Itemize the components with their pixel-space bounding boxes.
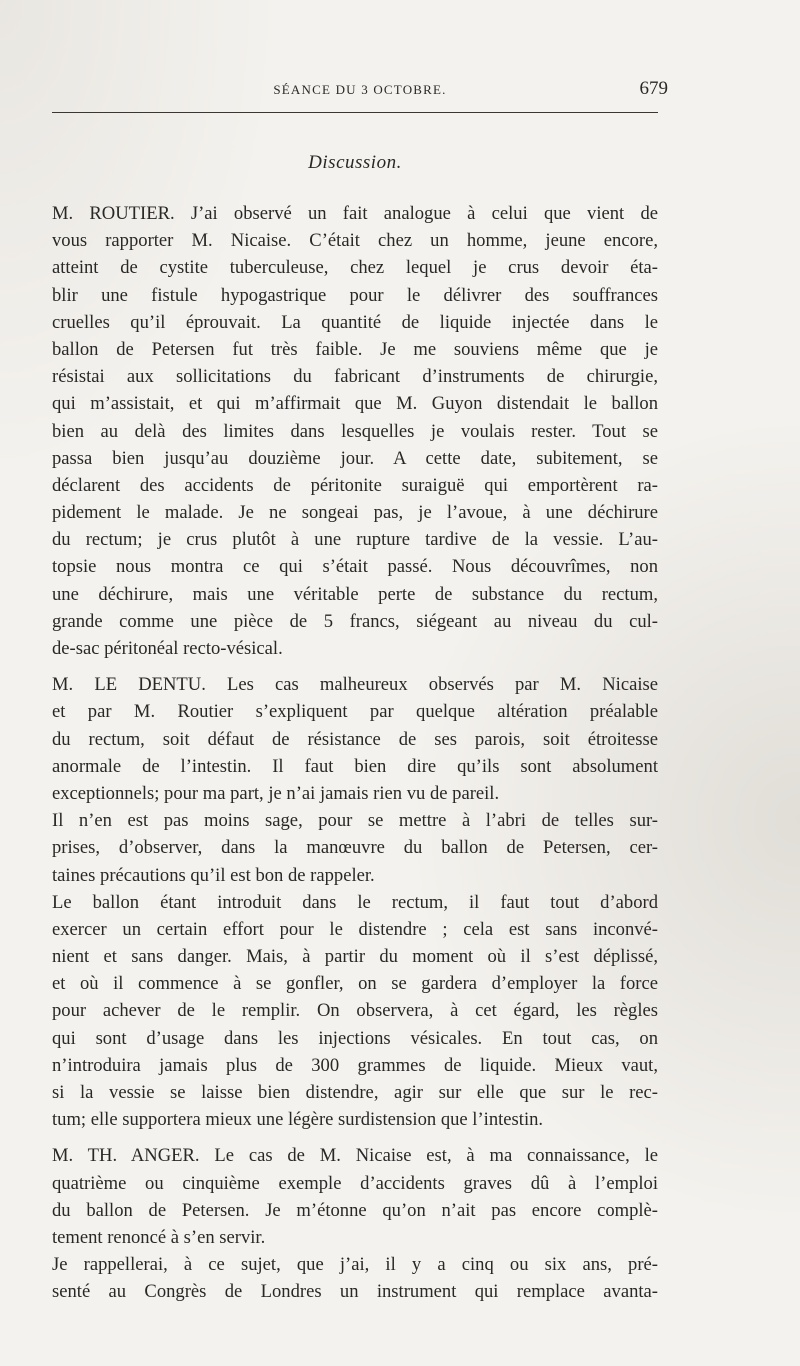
paragraph-routier [52,200,658,662]
text-line: cruelles qu’il éprouvait. La quantité de liquide injectée dans le [52,311,658,333]
text-line: M. LE DENTU. Les cas malheureux observés par M. Nicaise [52,674,658,696]
paragraph-gap [52,1133,658,1142]
text-line: qui sont d’usage dans les injections vésicales. En tout cas, on [52,1027,658,1049]
text-line: et par M. Routier s’expliquent par quelque altération préalable [52,701,658,723]
text-line: du ballon de Petersen. Je m’étonne qu’on n’ait pas encore complè- [52,1199,658,1221]
text-line: de-sac péritonéal recto-vésical. [52,638,283,659]
text-line: atteint de cystite tuberculeuse, chez lequel je crus devoir éta- [52,257,658,279]
text-line: résistai aux sollicitations du fabricant d’instruments de chirurgie, [52,366,658,388]
text-line: n’introduira jamais plus de 300 grammes de liquide. Mieux vaut, [52,1054,658,1076]
text-line: vous rapporter M. Nicaise. C’était chez un homme, jeune encore, [52,230,658,252]
text-line: bien au delà des limites dans lesquelles je voulais rester. Tout se [52,420,658,442]
text-line: une déchirure, mais une véritable perte de substance du rectum, [52,583,658,605]
text-line: pour achever de le remplir. On observera, à cet égard, les règles [52,1000,658,1022]
text-line: Je rappellerai, à ce sujet, que j’ai, il y a cinq ou six ans, pré- [52,1254,658,1276]
text-line: grande comme une pièce de 5 francs, siégeant au niveau du cul- [52,610,658,632]
header-rule [52,112,658,113]
paragraph-congres [52,1251,658,1305]
text-line: si la vessie se laisse bien distendre, agir sur elle que sur le rec- [52,1082,658,1103]
paragraph-precautions [52,807,658,889]
text-line: anormale de l’intestin. Il faut bien dire qu’ils sont absolument [52,755,658,777]
text-line: Le ballon étant introduit dans le rectum, il faut tout d’abord [52,891,658,913]
text-line: blir une fistule hypogastrique pour le délivrer des souffrances [52,284,658,306]
page-number: 679 [639,78,668,99]
text-line: taines précautions qu’il est bon de rappeler. [52,864,375,886]
text-line: qui m’assistait, et qui m’affirmait que M. Guyon distendait le ballon [52,393,658,415]
text-line: et où il commence à se gonfler, on se gardera d’employer la force [52,973,658,995]
body-text [52,200,658,1306]
text-line: quatrième ou cinquième exemple d’accidents graves dû à l’emploi [52,1172,658,1194]
text-line: prises, d’observer, dans la manœuvre du ballon de Petersen, cer- [52,837,658,859]
text-line: senté au Congrès de Londres un instrument qui remplace avanta- [52,1281,658,1303]
text-line: exercer un certain effort pour le distendre ; cela est sans inconvé- [52,918,658,940]
text-line: M. TH. ANGER. Le cas de M. Nicaise est, à ma connaissance, le [52,1145,658,1167]
text-line: ballon de Petersen fut très faible. Je me souviens même que je [52,338,658,360]
text-line: du rectum; je crus plutôt à une rupture tardive de la vessie. L’au- [52,529,658,551]
text-line: topsie nous montra ce qui s’était passé. Nous découvrîmes, non [52,556,658,578]
paragraph-anger [52,1142,658,1251]
text-line: Il n’en est pas moins sage, pour se mettre à l’abri de telles sur- [52,810,658,832]
running-title: SÉANCE DU 3 OCTOBRE. [273,82,447,97]
text-line: exceptionnels; pour ma part, je n’ai jamais rien vu de pareil. [52,782,500,804]
text-line: tement renoncé à s’en servir. [52,1226,266,1248]
text-line: M. ROUTIER. J’ai observé un fait analogue à celui que vient de [52,203,658,224]
paragraph-gap [52,662,658,671]
text-line: tum; elle supportera mieux une légère surdistension que l’intestin. [52,1109,544,1131]
text-line: nient et sans danger. Mais, à partir du moment où il s’est déplissé, [52,946,658,968]
paragraph-ballon [52,889,658,1134]
text-line: déclarent des accidents de péritonite suraiguë qui emportèrent ra- [52,474,658,496]
paragraph-le-dentu [52,671,658,807]
section-title: Discussion. [308,152,402,173]
text-line: pidement le malade. Je ne songeai pas, je l’avoue, à une déchirure [52,502,658,524]
text-line: passa bien jusqu’au douzième jour. A cette date, subitement, se [52,447,658,469]
text-line: du rectum, soit défaut de résistance de ses parois, soit étroitesse [52,728,658,750]
running-head [52,80,668,104]
